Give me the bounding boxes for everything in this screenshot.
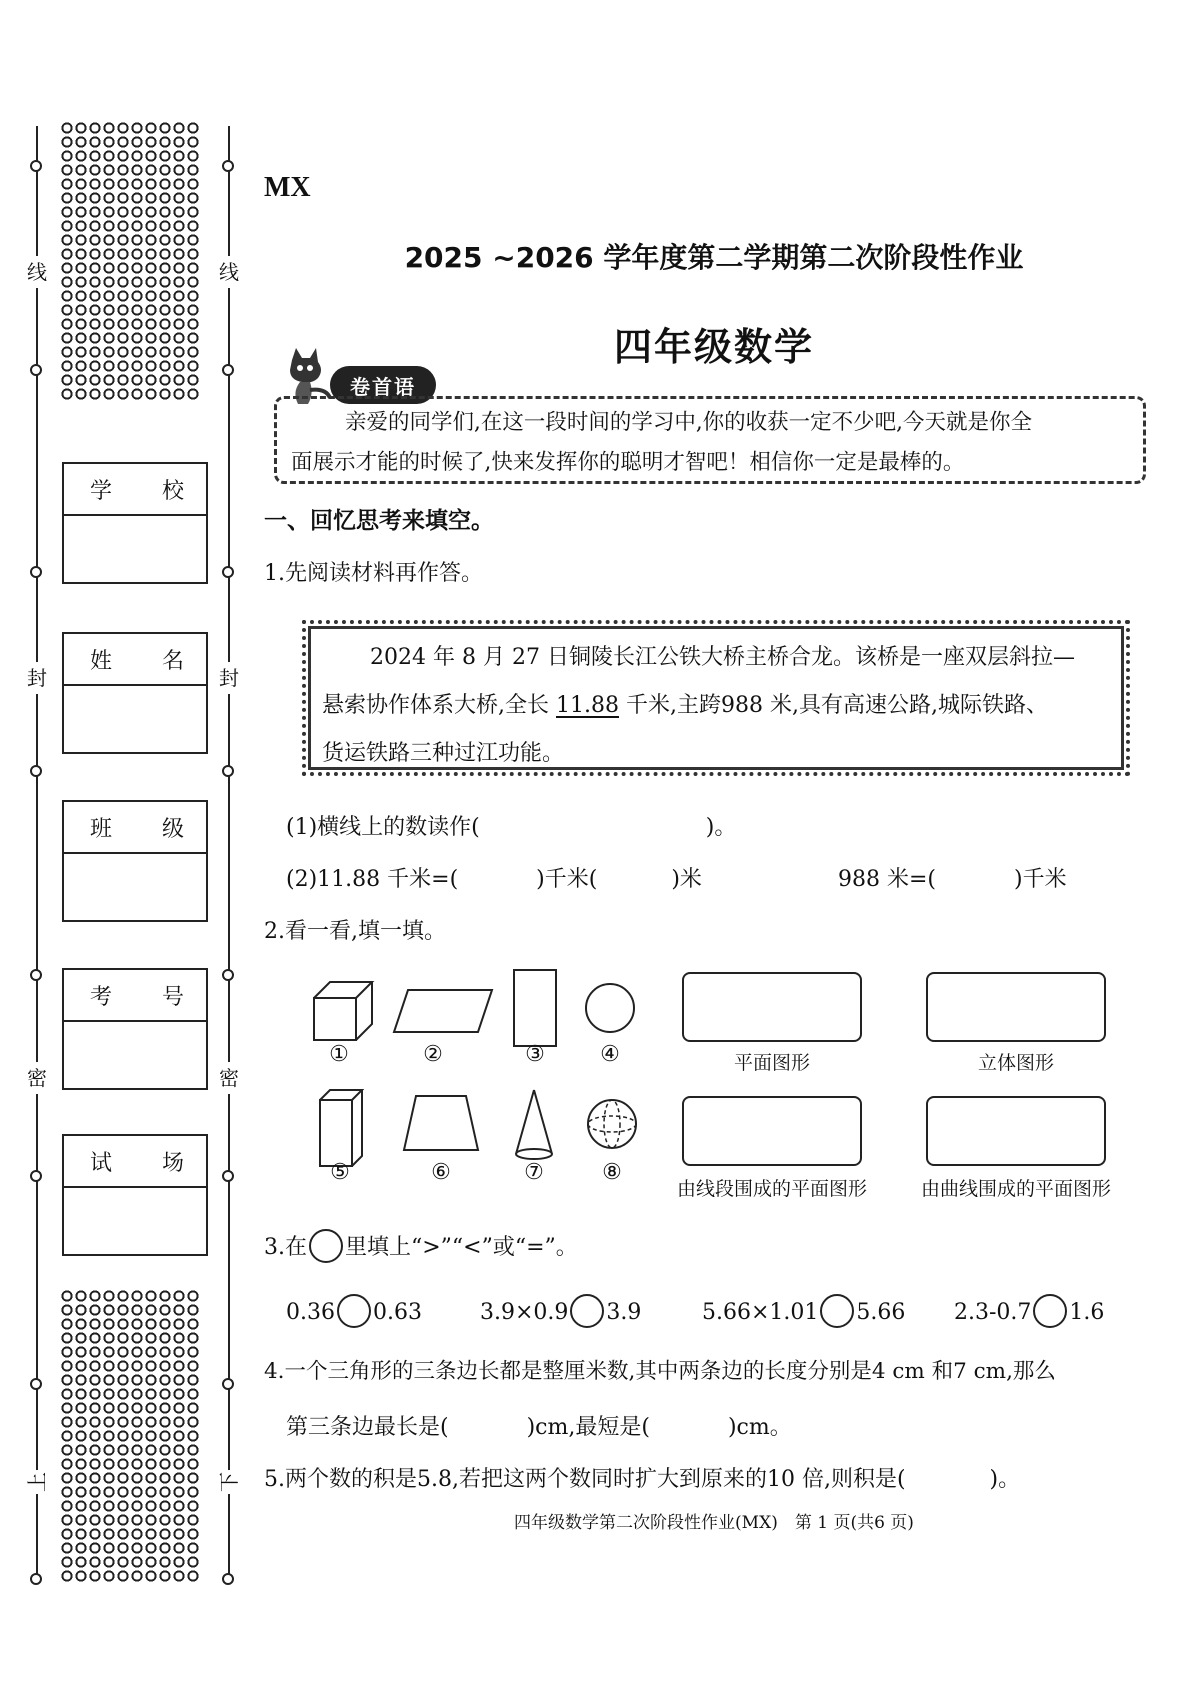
binding-char-xian: 线 xyxy=(217,256,241,288)
question-2-stem: 2.看一看,填一填。 xyxy=(264,919,446,944)
rectangle-icon xyxy=(512,968,558,1048)
paper-title: 2025 ~2026 学年度第二学期第二次阶段性作业 xyxy=(404,241,1024,274)
binding-char-mi: 密 xyxy=(217,1062,241,1094)
material-line: 货运铁路三种过江功能。 xyxy=(322,741,565,766)
question-text: (1)横线上的数读作( xyxy=(286,815,480,840)
compare-answer-circle[interactable] xyxy=(570,1294,604,1328)
compare-item xyxy=(286,1296,422,1330)
preface-tag: 卷首语 xyxy=(330,366,436,404)
exam-number-field[interactable] xyxy=(62,968,208,1090)
page-footer: 四年级数学第二次阶段性作业(MX) 第 1 页(共6 页) xyxy=(514,1513,914,1533)
question-text: 988 米=( xyxy=(838,867,937,892)
question-text: )千米( xyxy=(536,867,598,892)
ring-mark xyxy=(30,969,42,981)
ring-mark xyxy=(30,566,42,578)
compare-answer-circle[interactable] xyxy=(820,1294,854,1328)
binding-char-feng: 封 xyxy=(25,662,49,694)
box-label: 立体图形 xyxy=(977,1052,1054,1074)
box-label: 平面图形 xyxy=(733,1052,810,1074)
shape-number: ③ xyxy=(525,1042,545,1067)
preface-line: 面展示才能的时候了,快来发挥你的聪明才智吧！相信你一定是最棒的。 xyxy=(291,450,965,475)
shape-number: ⑧ xyxy=(602,1160,622,1185)
question-4-line2 xyxy=(286,1410,792,1441)
compare-answer-circle[interactable] xyxy=(337,1294,371,1328)
binding-line-left xyxy=(36,126,38,1582)
shape-number: ⑤ xyxy=(330,1160,350,1185)
compare-answer-circle[interactable] xyxy=(1033,1294,1067,1328)
question-4-line1: 4.一个三角形的三条边长都是整厘米数,其中两条边的长度分别是4 cm 和7 cm,那么 xyxy=(264,1359,1056,1384)
material-text: 悬索协作体系大桥,全长 xyxy=(322,693,549,718)
school-field[interactable] xyxy=(62,462,208,584)
plane-figure-box[interactable] xyxy=(682,972,862,1042)
name-field[interactable] xyxy=(62,632,208,754)
field-label: 学 xyxy=(90,478,113,504)
compare-right: 0.63 xyxy=(372,1300,422,1325)
sphere-icon xyxy=(586,1098,638,1150)
field-label: 级 xyxy=(161,816,184,842)
field-label: 号 xyxy=(161,984,184,1010)
field-label: 场 xyxy=(161,1150,184,1176)
ring-mark xyxy=(222,566,234,578)
ring-mark xyxy=(222,1378,234,1390)
section-title: 一、回忆思考来填空。 xyxy=(264,508,494,534)
question-text: 5.两个数的积是5.8,若把这两个数同时扩大到原来的10 倍,则积是( xyxy=(264,1467,906,1492)
ring-mark xyxy=(222,765,234,777)
material-text: 千米,主跨988 米,具有高速公路,城际铁路、 xyxy=(625,693,1048,718)
box-label: 由曲线围成的平面图形 xyxy=(920,1178,1111,1200)
question-1-stem: 1.先阅读材料再作答。 xyxy=(264,561,483,586)
compare-item xyxy=(702,1296,905,1330)
compare-item xyxy=(954,1296,1104,1330)
reading-material-box xyxy=(302,620,1130,776)
circle-icon xyxy=(584,982,636,1034)
ring-mark xyxy=(222,969,234,981)
class-field[interactable] xyxy=(62,800,208,922)
binding-line-right xyxy=(228,126,230,1582)
compare-left: 0.36 xyxy=(286,1300,335,1325)
shape-number: ① xyxy=(329,1042,349,1067)
trapezoid-icon xyxy=(402,1094,480,1152)
question-5 xyxy=(264,1462,1020,1493)
compare-left: 3.9×0.9 xyxy=(480,1300,569,1325)
curve-figure-box[interactable] xyxy=(926,1096,1106,1166)
field-label: 班 xyxy=(90,816,113,842)
material-line xyxy=(322,682,1110,730)
question-1-2-conversion xyxy=(838,862,1067,893)
preface-line: 亲爱的同学们,在这一段时间的学习中,你的收获一定不少吧,今天就是你全 xyxy=(345,410,1033,435)
underlined-number: 11.88 xyxy=(556,693,619,718)
shape-number: ⑦ xyxy=(524,1160,544,1185)
segment-figure-box[interactable] xyxy=(682,1096,862,1166)
ring-mark xyxy=(30,765,42,777)
compare-left: 2.3-0.7 xyxy=(954,1300,1032,1325)
compare-left: 5.66×1.01 xyxy=(702,1300,819,1325)
shape-number: ② xyxy=(423,1042,443,1067)
compare-circle-icon xyxy=(309,1229,343,1263)
ring-mark xyxy=(30,1573,42,1585)
preface-box xyxy=(274,396,1146,484)
compare-right: 3.9 xyxy=(606,1300,642,1325)
cube-icon xyxy=(310,978,376,1044)
exam-room-field[interactable] xyxy=(62,1134,208,1256)
ring-mark xyxy=(222,160,234,172)
circle-pattern-bottom xyxy=(60,1289,200,1583)
field-label: 考 xyxy=(90,984,113,1010)
cone-icon xyxy=(514,1088,554,1162)
question-text: )cm,最短是( xyxy=(526,1415,650,1440)
question-text: 里填上“>”“<”或“=”。 xyxy=(345,1235,578,1260)
question-1-2 xyxy=(286,862,702,893)
question-text: )千米 xyxy=(1014,867,1067,892)
question-text: 3.在 xyxy=(264,1235,307,1260)
compare-right: 5.66 xyxy=(856,1300,906,1325)
question-text: )cm。 xyxy=(727,1415,792,1440)
field-label: 姓 xyxy=(90,648,113,674)
question-text: )。 xyxy=(989,1467,1021,1492)
binding-char-feng: 封 xyxy=(217,662,241,694)
shape-number: ⑥ xyxy=(431,1160,451,1185)
material-line: 2024 年 8 月 27 日铜陵长江公铁大桥主桥合龙。该桥是一座双层斜拉— xyxy=(370,645,1075,670)
ring-mark xyxy=(222,364,234,376)
field-label: 试 xyxy=(90,1150,113,1176)
ring-mark xyxy=(222,1573,234,1585)
ring-mark xyxy=(30,160,42,172)
ring-mark xyxy=(30,1378,42,1390)
subject-title: 四年级数学 xyxy=(613,325,814,369)
binding-char-shang: 上 xyxy=(21,1470,53,1494)
field-label: 名 xyxy=(161,648,184,674)
binding-char-xia: 下 xyxy=(213,1470,245,1494)
solid-figure-box[interactable] xyxy=(926,972,1106,1042)
question-1-1 xyxy=(286,810,736,841)
question-text: )。 xyxy=(705,815,737,840)
parallelogram-icon xyxy=(392,988,494,1034)
ring-mark xyxy=(30,364,42,376)
box-label: 由线段围成的平面图形 xyxy=(676,1178,867,1200)
shape-number: ④ xyxy=(600,1042,620,1067)
ring-mark xyxy=(30,1170,42,1182)
field-label: 校 xyxy=(161,478,184,504)
question-3-stem xyxy=(264,1230,578,1265)
question-text: 第三条边最长是( xyxy=(286,1415,449,1440)
ring-mark xyxy=(222,1170,234,1182)
compare-item xyxy=(480,1296,641,1330)
question-text: (2)11.88 千米=( xyxy=(286,867,459,892)
cuboid-icon xyxy=(318,1088,364,1168)
paper-code: MX xyxy=(264,172,311,203)
binding-char-xian: 线 xyxy=(25,256,49,288)
binding-char-mi: 密 xyxy=(25,1062,49,1094)
compare-right: 1.6 xyxy=(1069,1300,1105,1325)
question-text: )米 xyxy=(671,867,702,892)
circle-pattern-top xyxy=(60,121,200,401)
